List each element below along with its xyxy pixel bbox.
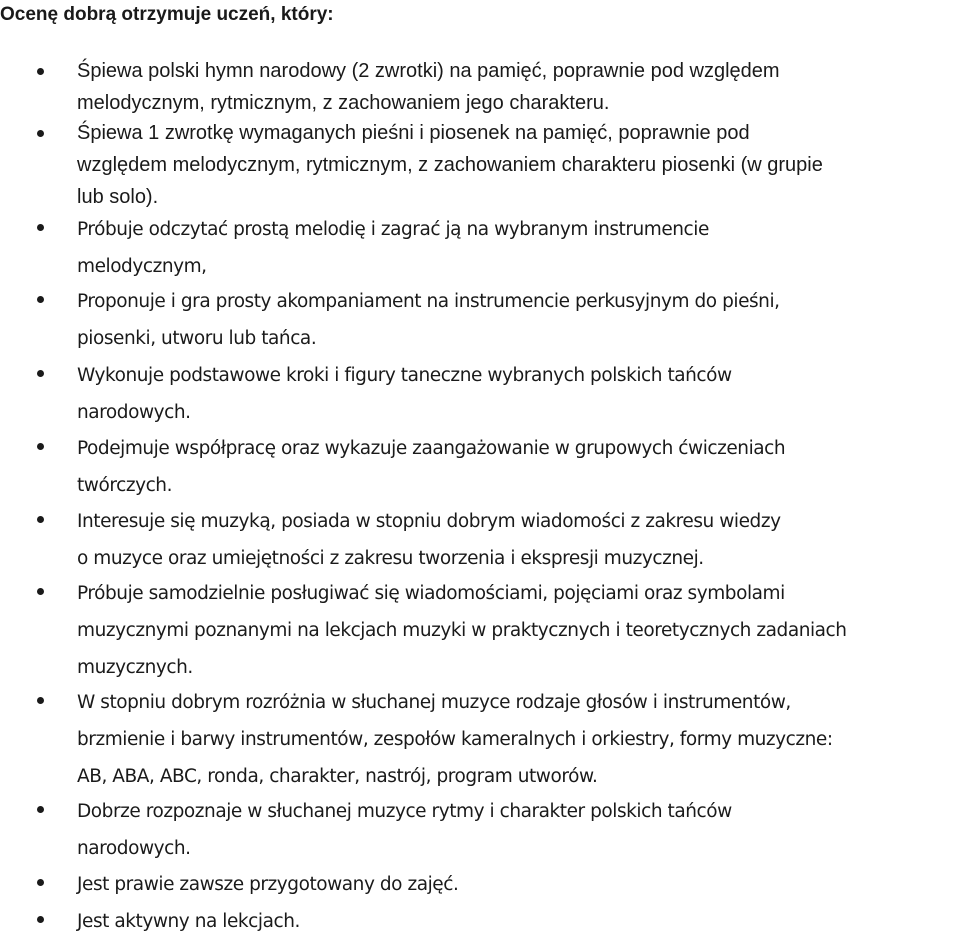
list-item-text: Próbuje odczytać prostą melodię i zagrać ją na wybranym instrumencie melodycznym, <box>77 219 709 277</box>
list-item-text: Jest aktywny na lekcjach. <box>77 911 300 932</box>
list-item-text: Śpiewa 1 zwrotkę wymaganych pieśni i piosenek na pamięć, poprawnie pod względem melodycznym, rytmicznym, z zachowaniem charakteru piosenki (w grupie lub solo). <box>77 122 823 208</box>
bullet-icon <box>37 443 44 450</box>
list-item-text: W stopniu dobrym rozróżnia w słuchanej muzyce rodzaje głosów i instrumentów, brzmienie i barwy instrumentów, zespołów kameralnych i orkiestry, formy muzyczne: AB, ABA, ABC, ronda, charakter, nastrój, program utworów. <box>77 692 833 787</box>
bullet-icon <box>37 296 44 303</box>
bullet-icon <box>37 806 44 813</box>
list-item-text: Dobrze rozpoznaje w słuchanej muzyce rytmy i charakter polskich tańców narodowych. <box>77 801 732 859</box>
list-item-text: Interesuje się muzyką, posiada w stopniu dobrym wiadomości z zakresu wiedzy o muzyce oraz umiejętności z zakresu tworzenia i ekspresji muzycznej. <box>77 511 781 569</box>
bullet-icon <box>37 516 44 523</box>
list-item-text: Jest prawie zawsze przygotowany do zajęć. <box>77 874 459 895</box>
list-item-text: Śpiewa polski hymn narodowy (2 zwrotki) na pamięć, poprawnie pod względem melodycznym, rytmicznym, z zachowaniem jego charakteru. <box>77 60 780 114</box>
page-heading: Ocenę dobrą otrzymuje uczeń, który: <box>0 4 334 25</box>
bullet-icon <box>37 68 44 75</box>
bullet-icon <box>37 370 44 377</box>
bullet-icon <box>37 224 44 231</box>
list-item-text: Wykonuje podstawowe kroki i figury taneczne wybranych polskich tańców narodowych. <box>77 365 732 423</box>
bullet-icon <box>37 130 44 137</box>
bullet-icon <box>37 916 44 923</box>
bullet-icon <box>37 879 44 886</box>
list-item-text: Próbuje samodzielnie posługiwać się wiadomościami, pojęciami oraz symbolami muzycznymi poznanymi na lekcjach muzyki w praktycznych i teoretycznych zadaniach muzycznych. <box>77 583 847 678</box>
bullet-icon <box>37 697 44 704</box>
list-item-text: Proponuje i gra prosty akompaniament na instrumencie perkusyjnym do pieśni, piosenki, utworu lub tańca. <box>77 291 780 349</box>
list-item-text: Podejmuje współpracę oraz wykazuje zaangażowanie w grupowych ćwiczeniach twórczych. <box>77 438 786 496</box>
bullet-icon <box>37 588 44 595</box>
